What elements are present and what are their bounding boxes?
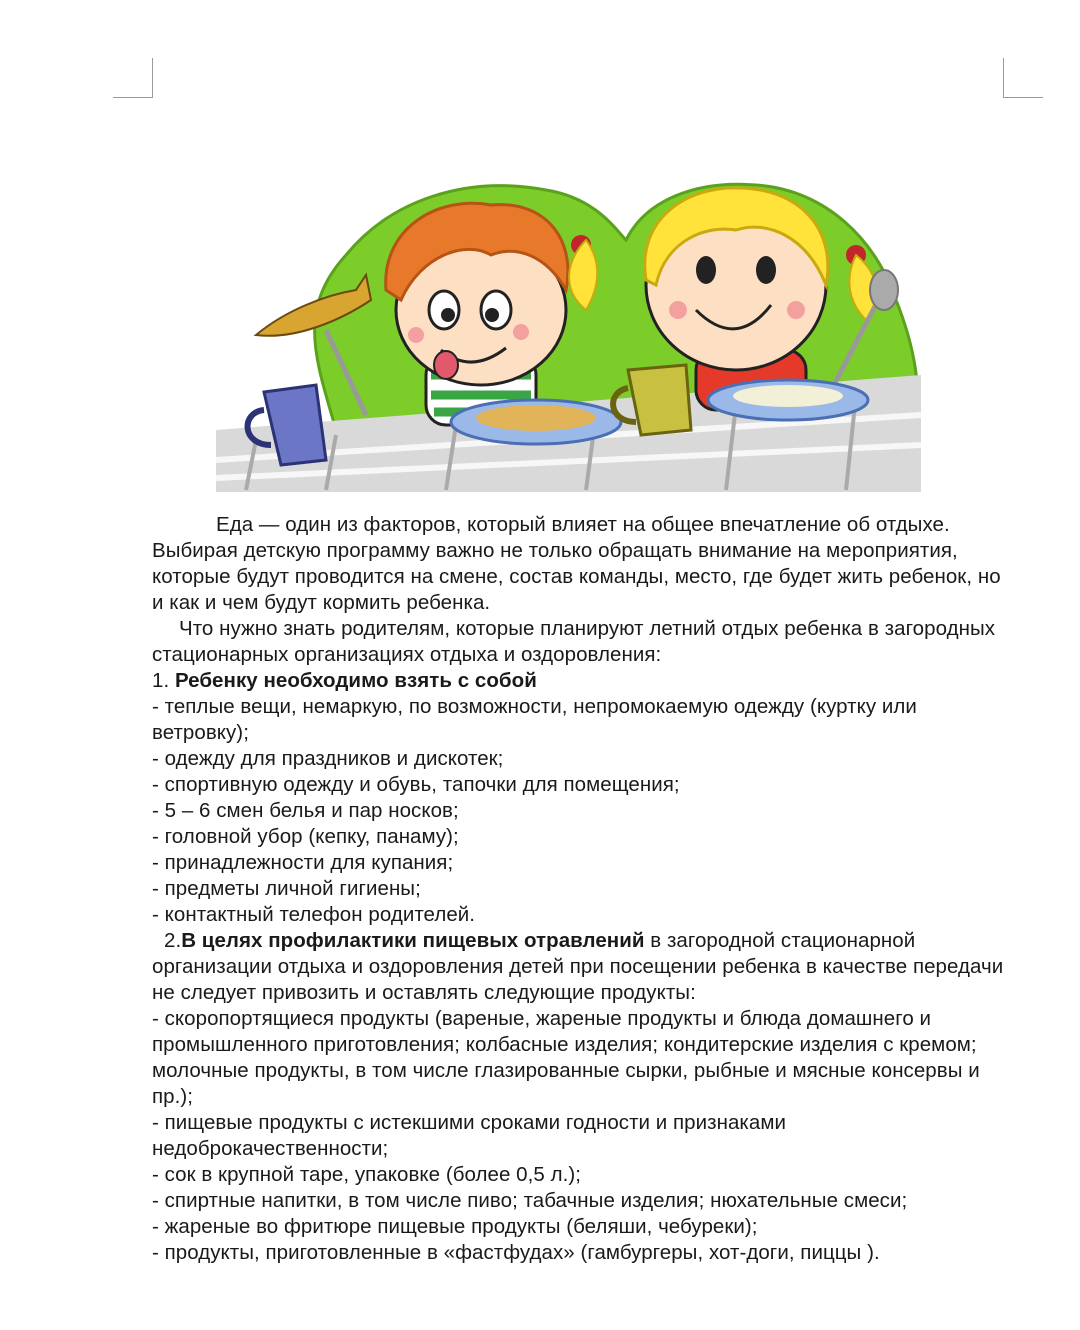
section-2-paragraph — [152, 928, 1012, 1006]
list-item: - пищевые продукты с истекшими сроками годности и признаками недоброкачественности; — [152, 1111, 786, 1160]
list-item: - продукты, приготовленные в «фастфудах» (гамбургеры, хот-доги, пиццы ). — [152, 1241, 880, 1264]
section-2-title: В целях профилактики пищевых отравлений — [181, 929, 645, 952]
list-item: - контактный телефон родителей. — [152, 903, 476, 926]
section-1-number: 1. — [152, 669, 175, 692]
document-body — [152, 512, 1012, 1266]
section-1-heading — [152, 668, 1012, 694]
list-item: - принадлежности для купания; — [152, 851, 454, 874]
intro-paragraph-1: Еда — один из факторов, который влияет на общее впечатление об отдыхе. Выбирая детскую программу важно не только обращать внимание на мероприятия, которые будут проводится на смене, состав команды, место, где будет жить ребенок, но и как и чем будут кормить ребенка. — [152, 513, 1001, 614]
list-item: - предметы личной гигиены; — [152, 877, 421, 900]
section-2-number: 2. — [164, 929, 182, 952]
intro-paragraph-2: Что нужно знать родителям, которые планируют летний отдых ребенка в загородных стационарных организациях отдыха и оздоровления: — [152, 617, 996, 666]
list-item: - спиртные напитки, в том числе пиво; табачные изделия; нюхательные смеси; — [152, 1189, 908, 1212]
list-item: - 5 – 6 смен белья и пар носков; — [152, 799, 459, 822]
list-item: - скоропортящиеся продукты (вареные, жареные продукты и блюда домашнего и промышленного приготовления; колбасные изделия; кондитерские изделия с кремом; молочные продукты, в том числе глазированные сырки, рыбные и мясные консервы и пр.); — [152, 1007, 980, 1108]
list-item: - жареные во фритюре пищевые продукты (беляши, чебуреки); — [152, 1215, 758, 1238]
list-item: - теплые вещи, немаркую, по возможности, непромокаемую одежду (куртку или ветровку); — [152, 695, 917, 744]
list-item: - спортивную одежду и обувь, тапочки для помещения; — [152, 773, 680, 796]
list-item: - одежду для праздников и дискотек; — [152, 747, 504, 770]
kids-eating-illustration — [216, 160, 921, 492]
list-item: - сок в крупной таре, упаковке (более 0,5 л.); — [152, 1163, 581, 1186]
list-item: - головной убор (кепку, панаму); — [152, 825, 459, 848]
section-2-text: в загородной стационарной организации отдыха и оздоровления детей при посещении ребенка в качестве передачи не следует привозить и оставлять следующие продукты: — [152, 929, 1004, 1004]
section-1-title: Ребенку необходимо взять с собой — [174, 669, 537, 692]
